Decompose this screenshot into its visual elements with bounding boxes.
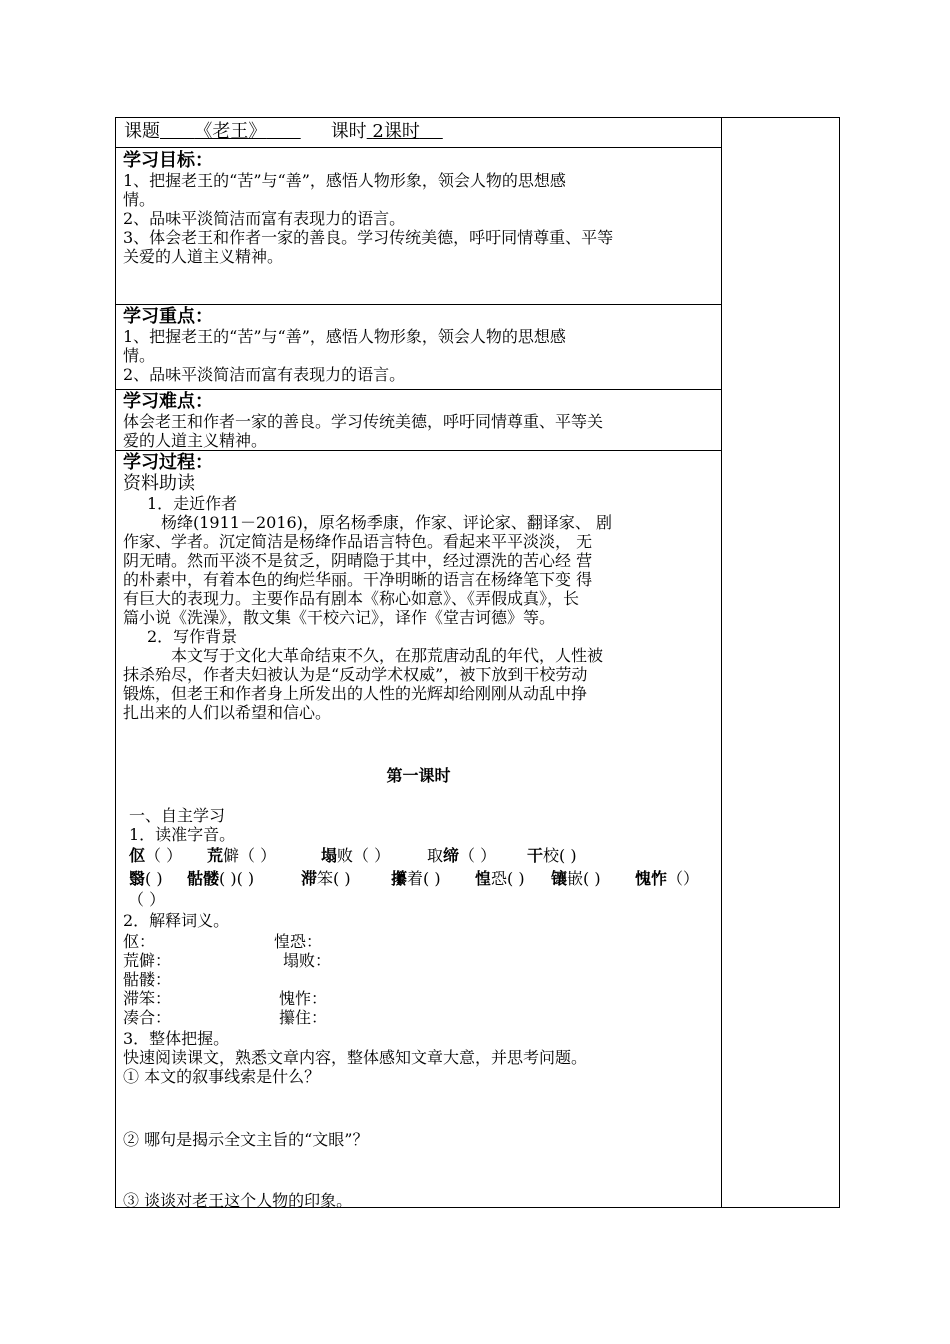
row-divider: [115, 304, 722, 305]
author-line: 篇小说《洗澡》，散文集《干校六记》，译作《堂吉诃德》等。: [123, 608, 556, 627]
author-title: 1．走近作者: [147, 494, 238, 513]
pron-char: 荒: [207, 846, 224, 865]
vocab-term: 荒僻：: [123, 951, 172, 970]
sub-question-2: ② 哪句是揭示全文主旨的“文眼”？: [123, 1130, 369, 1149]
pron-char: 翳: [129, 869, 146, 888]
row-divider: [115, 389, 722, 390]
difficulties-section: [123, 392, 715, 450]
author-line: 有巨大的表现力。主要作品有剧本《称心如意》、《弄假成真》，长: [123, 589, 580, 608]
process-subheading: 资料助读: [123, 473, 195, 494]
vocab-term: 凑合：: [123, 1008, 172, 1027]
pron-blank: 嵌( ): [567, 869, 601, 888]
key-point-line: 情。: [123, 346, 156, 365]
vocab-term: 塌败：: [283, 951, 332, 970]
background-line: 本文写于文化大革命结束不久，在那荒唐动乱的年代，人性被: [171, 646, 604, 665]
vocab-term: 攥住：: [279, 1008, 328, 1027]
pron-blank: （ ）: [145, 846, 183, 865]
vocab-term: 愧怍：: [279, 989, 328, 1008]
objective-line: 3、体会老王和作者一家的善良。学习传统美德，呼吁同情尊重、平等: [123, 228, 614, 247]
objectives-heading: 学习目标：: [123, 150, 213, 171]
lesson-title: 《老王》: [194, 121, 267, 142]
difficulty-line: 爱的人道主义精神。: [123, 431, 268, 450]
self-study-heading: 一、自主学习: [129, 806, 226, 825]
row-divider: [115, 147, 722, 148]
author-line: 的朴素中，有着本色的绚烂华丽。干净明晰的语言在杨绛笔下变 得: [123, 570, 593, 589]
sub-question-1: ① 本文的叙事线索是什么？: [123, 1067, 321, 1086]
row-divider: [115, 450, 722, 451]
period-label: 课时: [330, 121, 367, 142]
pron-char: 干: [527, 846, 544, 865]
pron-blank: 败（ ）: [337, 846, 391, 865]
difficulties-heading: 学习难点：: [123, 391, 213, 412]
background-title: 2．写作背景: [147, 627, 238, 646]
pron-blank: （ ）: [459, 846, 497, 865]
key-point-line: 2、品味平淡简洁而富有表现力的语言。: [123, 365, 406, 384]
pron-blank: 取: [427, 846, 444, 865]
vocab-term: 伛：: [123, 932, 156, 951]
vocab-term: 滞笨：: [123, 989, 172, 1008]
period-value: 2课时: [372, 121, 420, 142]
background-line: 扎出来的人们以希望和信心。: [123, 703, 332, 722]
key-point-line: 1、把握老王的“苦”与“善”，感悟人物形象，领会人物的思想感: [123, 327, 566, 346]
objective-line: 情。: [123, 190, 156, 209]
pron-char: 塌: [321, 846, 338, 865]
pronunciation-row-2: [129, 869, 699, 888]
author-line: 阴无晴。然而平淡不是贫乏，阴晴隐于其中，经过漂洗的苦心经 营: [123, 551, 593, 570]
pron-blank: ( )( ): [219, 869, 255, 888]
overall-section: [123, 1029, 715, 1086]
pron-blank: 僻（ ）: [223, 846, 277, 865]
key-points-heading: 学习重点：: [123, 306, 213, 327]
author-line: 杨绛(1911－2016)，原名杨季康，作家、评论家、翻译家、 剧: [161, 513, 613, 532]
process-heading: 学习过程：: [123, 452, 213, 473]
pronunciation-row-1: [129, 846, 577, 865]
objective-line: 关爱的人道主义精神。: [123, 247, 284, 266]
question-3: 3．整体把握。: [123, 1029, 230, 1048]
pron-blank: （）: [667, 869, 700, 888]
vocab-term: 骷髅：: [123, 970, 172, 989]
question-3-desc: 快速阅读课文，熟悉文章内容，整体感知文章大意，并思考问题。: [123, 1048, 588, 1067]
objective-line: 2、品味平淡简洁而富有表现力的语言。: [123, 209, 406, 228]
pron-char: 伛: [129, 846, 146, 865]
objectives-section: [123, 151, 715, 266]
header-row: [124, 121, 443, 143]
question-2: 2．解释词义。: [123, 911, 230, 930]
objective-line: 1、把握老王的“苦”与“善”，感悟人物形象，领会人物的思想感: [123, 171, 566, 190]
background-line: 抹杀殆尽，作者夫妇被认为是“反动学术权威”，被下放到干校劳动: [123, 665, 588, 684]
pron-blank: 笨( ): [317, 869, 351, 888]
process-section: [123, 453, 715, 722]
pron-blank: 校( ): [543, 846, 577, 865]
pron-char: 镶: [551, 869, 568, 888]
self-study-section: [123, 806, 715, 844]
vocab-left-column: [123, 932, 171, 1027]
key-points-section: [123, 307, 715, 384]
column-divider: [721, 117, 722, 1208]
header-label: 课题: [124, 121, 160, 142]
pron-char: 滞: [301, 869, 318, 888]
lesson-title-first: 第一课时: [386, 766, 451, 785]
pron-char: 骷髅: [187, 869, 220, 888]
background-line: 锻炼，但老王和作者身上所发出的人性的光辉却给刚刚从动乱中挣: [123, 684, 588, 703]
pron-char: 愧怍: [635, 869, 668, 888]
difficulty-line: 体会老王和作者一家的善良。学习传统美德，呼吁同情尊重、平等关: [123, 412, 604, 431]
pron-char: 缔: [443, 846, 460, 865]
pron-blank: 恐( ): [491, 869, 525, 888]
pron-char: 攥: [391, 869, 408, 888]
pron-blank: ( ): [145, 869, 163, 888]
vocab-term: 惶恐：: [274, 932, 323, 951]
pron-blank: 着( ): [407, 869, 441, 888]
question-1: 1．读准字音。: [129, 825, 236, 844]
pron-char: 惶: [475, 869, 492, 888]
author-line: 作家、学者。沉定简洁是杨绛作品语言特色。看起来平平淡淡， 无: [123, 532, 593, 551]
pronunciation-row-3: （ ）: [128, 890, 166, 909]
sub-question-3: ③ 谈谈对老王这个人物的印象。: [123, 1191, 353, 1210]
